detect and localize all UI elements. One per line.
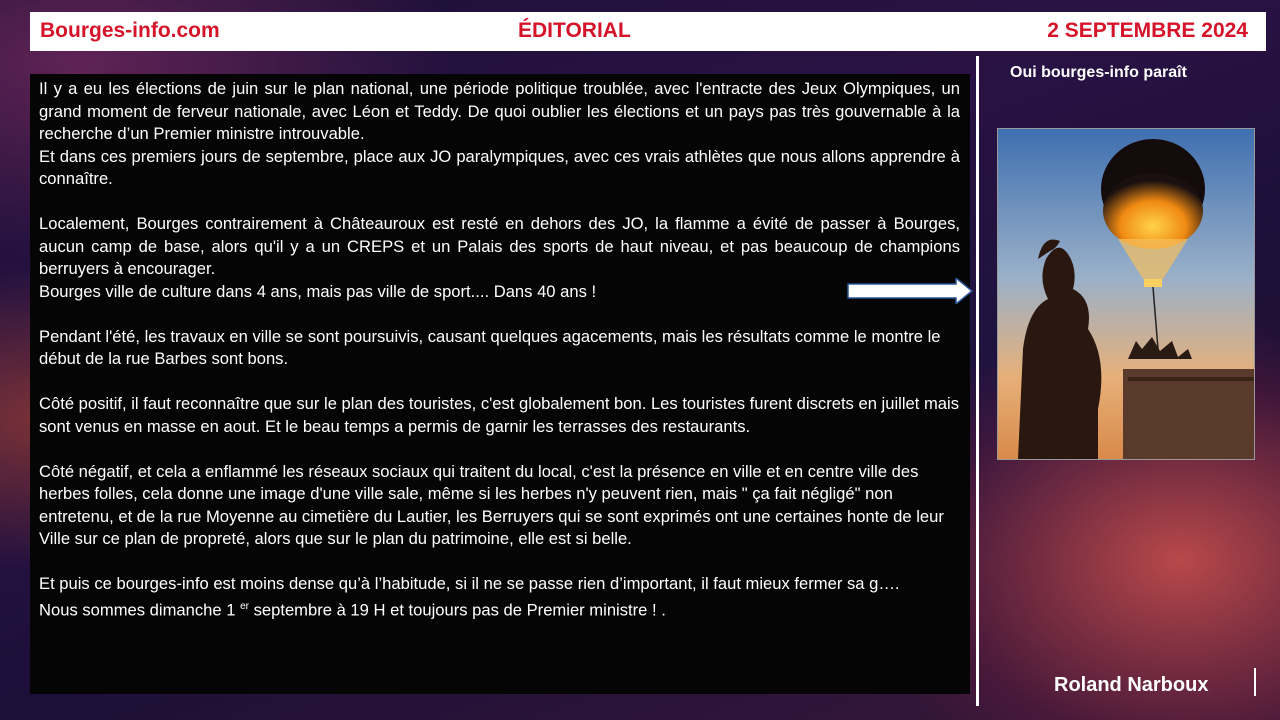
page-marker: [1254, 668, 1256, 696]
date-label: 2 SEPTEMBRE 2024: [1047, 19, 1248, 42]
right-arrow-icon: [846, 278, 974, 304]
article-paragraph-1: Il y a eu les élections de juin sur le plan national, une période politique troublée, avec l'entracte des Jeux Olympiques, un grand moment de ferveur nationale, avec Léon et Teddy. De quoi oublier les élections et un pays pas très gouvernable à la recherche d’un Premier ministre introuvable.: [39, 79, 960, 143]
article-paragraph-5: Pendant l'été, les travaux en ville se sont poursuivis, causant quelques agacements, mais les résultats comme le montre le début de la rue Barbes sont bons.: [39, 326, 941, 368]
article-paragraph-2: Et dans ces premiers jours de septembre, place aux JO paralympiques, avec ces vrais athlètes que nous allons apprendre à connaître.: [39, 146, 960, 188]
page-title: ÉDITORIAL: [518, 19, 631, 42]
header-bar: [30, 12, 1266, 51]
olympic-flame-balloon-photo: [997, 128, 1255, 460]
editorial-article: [30, 74, 970, 694]
site-name[interactable]: Bourges-info.com: [40, 19, 220, 42]
article-paragraph-4: Bourges ville de culture dans 4 ans, mais pas ville de sport.... Dans 40 ans !: [39, 281, 597, 301]
article-paragraph-8: Et puis ce bourges-info est moins dense qu’à l’habitude, si il ne se passe rien d’important, il faut mieux fermer sa g….: [39, 574, 900, 593]
article-paragraph-6: Côté positif, il faut reconnaître que sur le plan des touristes, c'est globalement bon. Les touristes furent discrets en juillet mais sont venus en masse en aout. Et le beau temps a permis de garnir les terrasses des restaurants.: [39, 394, 959, 436]
article-paragraph-9: Nous sommes dimanche 1 $^{er}$ septembre à 19 H et toujours pas de Premier ministre ! .: [39, 600, 666, 620]
article-paragraph-3: Localement, Bourges contrairement à Châteauroux est resté en dehors des JO, la flamme a évité de passer à Bourges, aucun camp de base, alors qu'il y a un CREPS et un Palais des sports de haut niveau, et pas beaucoup de champions berruyers à encourager.: [39, 214, 960, 278]
sidebar-caption: Oui bourges-info paraît: [1010, 64, 1187, 81]
vertical-divider: [976, 56, 979, 706]
author-name: Roland Narboux: [1054, 674, 1209, 696]
article-paragraph-7: Côté négatif, et cela a enflammé les réseaux sociaux qui traitent du local, c'est la présence en ville et en centre ville des herbes folles, cela donne une image d'une ville sale, même si les herbes n'y peuvent rien, mais " ça fait négligé" non entretenu, et de la rue Moyenne au cimetière du Lautier, les Berruyers qui se sont exprimés ont une certaines honte de leur Ville sur ce plan de propreté, alors que sur le plan du patrimoine, elle est si belle.: [39, 461, 944, 548]
